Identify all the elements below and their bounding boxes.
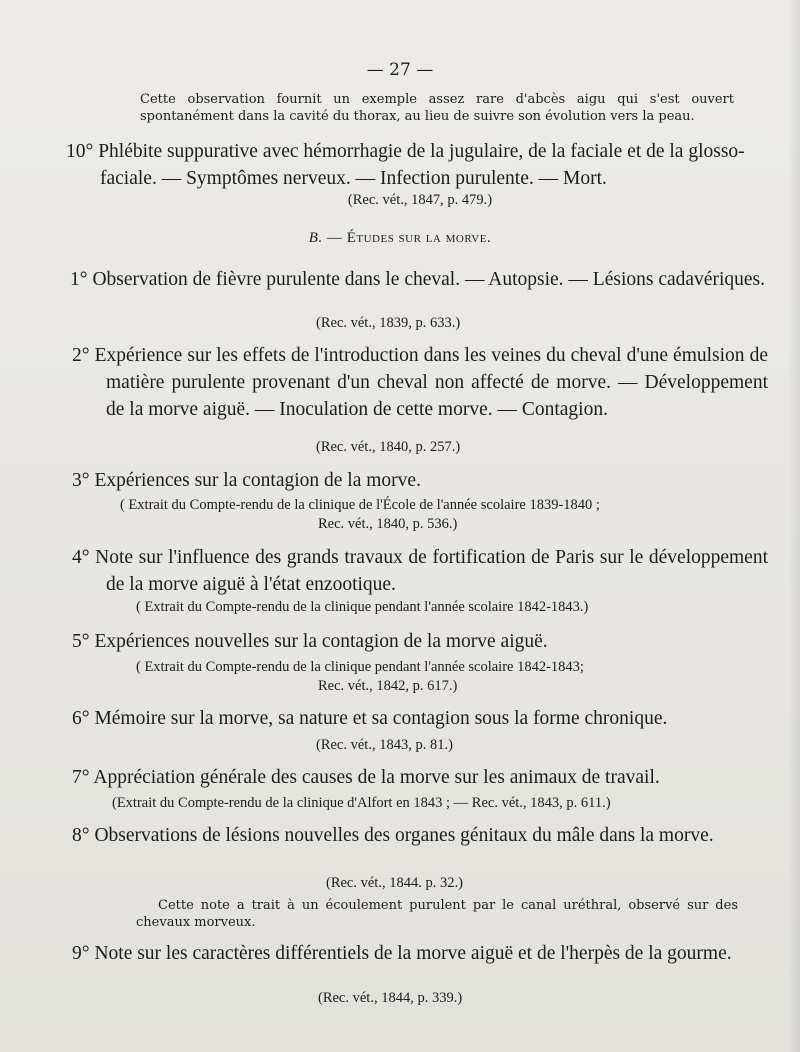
entry-text: Expériences sur la contagion de la morve. xyxy=(94,470,421,491)
entry-text: Phlébite suppurative avec hémorrhagie de la jugulaire, de la faciale et de la glosso-faciale. — Symptômes nerveux. — Infection purulente. — Mort. xyxy=(98,141,745,189)
entry-number: 3° xyxy=(72,470,90,491)
entry-5-reference-line1: ( Extrait du Compte-rendu de la clinique pendant l'année scolaire 1842-1843; xyxy=(136,659,584,675)
intro-note: Cette observation fournit un exemple assez rare d'abcès aigu qui s'est ouvert spontanément dans la cavité du thorax, au lieu de suivre son évolution vers la peau. xyxy=(140,92,734,124)
entry-text: Observation de fièvre purulente dans le cheval. — Autopsie. — Lésions cadavériques. xyxy=(92,269,765,290)
entry-3-reference-line1: ( Extrait du Compte-rendu de la clinique de l'École de l'année scolaire 1839-1840 ; xyxy=(120,497,600,513)
entry-4-reference: ( Extrait du Compte-rendu de la clinique pendant l'année scolaire 1842-1843.) xyxy=(136,599,589,615)
entry-text: Expériences nouvelles sur la contagion de la morve aiguë. xyxy=(94,631,548,652)
entry-number: 2° xyxy=(72,345,90,366)
page-edge-shadow xyxy=(788,0,800,1052)
entry-5 xyxy=(72,628,734,655)
entry-3 xyxy=(72,467,734,494)
entry-text: Note sur l'influence des grands travaux de fortification de Paris sur le développement de la morve aiguë à l'état enzootique. xyxy=(95,547,769,595)
entry-number: 4° xyxy=(72,547,90,568)
entry-3-reference-line2: Rec. vét., 1840, p. 536.) xyxy=(318,516,458,532)
entry-4 xyxy=(72,544,768,598)
entry-7 xyxy=(72,764,734,791)
entry-8-note: Cette note a trait à un écoulement purulent par le canal uréthral, observé sur des chevaux morveux. xyxy=(136,898,738,930)
entry-number: 8° xyxy=(72,825,90,846)
entry-9 xyxy=(72,940,772,967)
page-number: — 27 — xyxy=(366,60,434,80)
entry-6 xyxy=(72,705,734,732)
entry-2 xyxy=(72,342,768,423)
entry-text: Note sur les caractères différentiels de la morve aiguë et de l'herpès de la gourme. xyxy=(94,943,732,964)
entry-text: Expérience sur les effets de l'introduction dans les veines du cheval d'une émulsion de matière purulente provenant d'un cheval non affecté de morve. — Développement de la morve aiguë. — Inoculation de cette morve. — Contagion. xyxy=(94,345,769,420)
entry-6-reference: (Rec. vét., 1843, p. 81.) xyxy=(316,737,453,753)
entry-number: 1° xyxy=(70,269,88,290)
entry-9-reference: (Rec. vét., 1844, p. 339.) xyxy=(318,990,463,1006)
entry-7-reference: (Extrait du Compte-rendu de la clinique d'Alfort en 1843 ; — Rec. vét., 1843, p. 611.) xyxy=(112,795,611,811)
entry-1-reference: (Rec. vét., 1839, p. 633.) xyxy=(316,315,461,331)
entry-number: 5° xyxy=(72,631,90,652)
entry-number: 10° xyxy=(66,141,94,162)
entry-10 xyxy=(66,138,770,192)
entry-8-reference: (Rec. vét., 1844. p. 32.) xyxy=(326,875,463,891)
entry-number: 6° xyxy=(72,708,90,729)
entry-1 xyxy=(70,266,768,293)
entry-text: Mémoire sur la morve, sa nature et sa contagion sous la forme chronique. xyxy=(94,708,668,729)
entry-2-reference: (Rec. vét., 1840, p. 257.) xyxy=(316,439,461,455)
entry-8 xyxy=(72,822,768,849)
section-letter: B. xyxy=(308,230,323,246)
entry-text: Observations de lésions nouvelles des organes génitaux du mâle dans la morve. xyxy=(94,825,714,846)
entry-10-reference: (Rec. vét., 1847, p. 479.) xyxy=(347,192,493,208)
entry-5-reference-line2: Rec. vét., 1842, p. 617.) xyxy=(318,678,458,694)
entry-number: 9° xyxy=(72,943,90,964)
entry-number: 7° xyxy=(72,767,90,788)
section-heading xyxy=(0,230,800,247)
entry-text: Appréciation générale des causes de la morve sur les animaux de travail. xyxy=(93,767,660,788)
section-title: — Études sur la morve. xyxy=(326,230,492,246)
